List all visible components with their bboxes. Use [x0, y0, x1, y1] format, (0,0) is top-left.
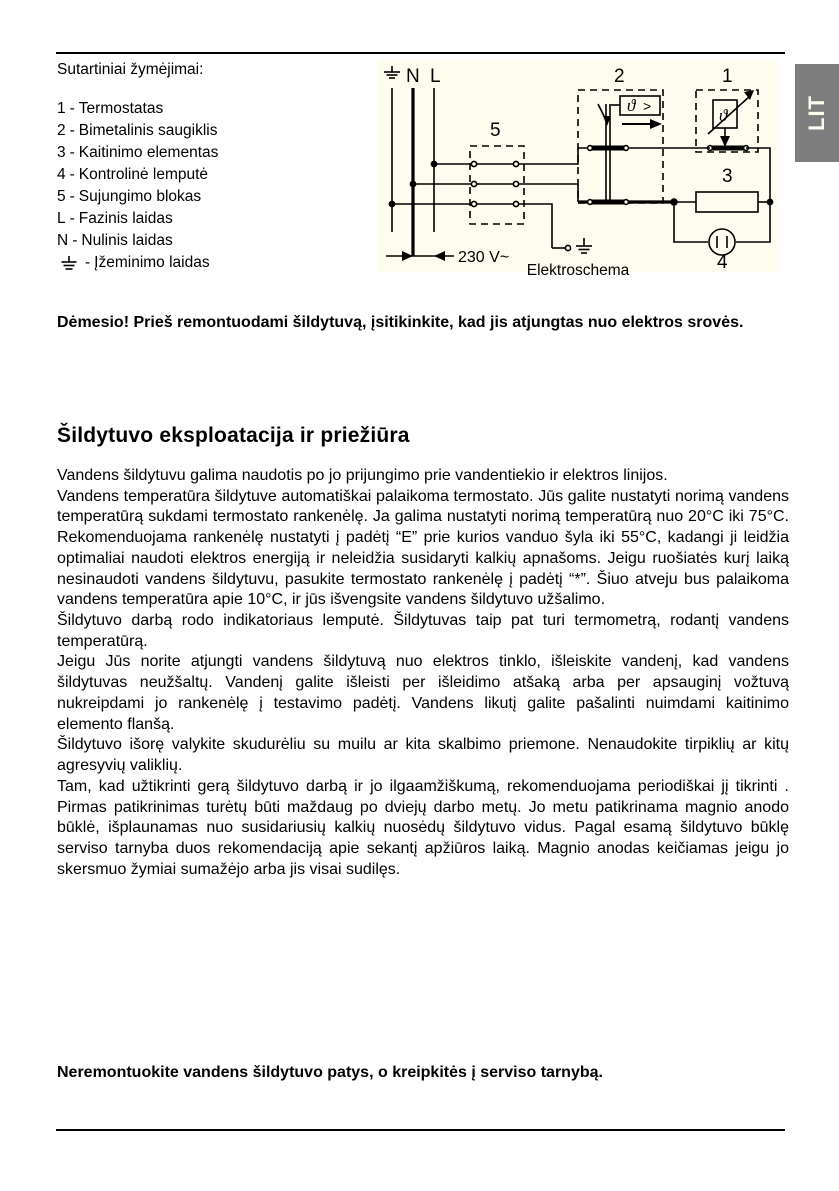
schematic-label-voltage: 230 V~: [458, 249, 510, 266]
legend-label: Sujungimo blokas: [78, 187, 202, 205]
contact-pad-2-lower: [588, 200, 629, 205]
contact-pad-1: [708, 146, 749, 151]
legend-label: Nulinis laidas: [81, 231, 173, 249]
svg-text:ϑ: ϑ: [719, 106, 728, 125]
legend-item-l: [57, 208, 357, 230]
legend-label: Fazinis laidas: [78, 209, 173, 227]
language-tab: [795, 64, 839, 162]
legend-dash: -: [69, 121, 75, 139]
schematic-caption: Elektroschema: [526, 262, 630, 279]
legend-label: Bimetalinis saugiklis: [78, 121, 218, 139]
legend-dash: -: [72, 231, 78, 249]
svg-text:>: >: [643, 98, 652, 114]
svg-text:ϑ: ϑ: [627, 96, 636, 115]
legend-dash: -: [69, 187, 75, 205]
schematic-label-5: 5: [490, 120, 501, 141]
attention-warning: Dėmesio! Prieš remontuodami šildytuvą, įsitikinkite, kad jis atjungtas nuo elektros srovės.: [57, 314, 744, 331]
paragraph-5: Šildytuvo išorę valykite skudurėliu su muilu ar kita skalbimo priemone. Nenaudokite tirpiklių ar kitų agresyvių valiklių.: [57, 736, 789, 775]
closing-note: Neremontuokite vandens šildytuvo patys, o kreipkitės į serviso tarnybą.: [57, 1064, 603, 1081]
schematic-label-4: 4: [717, 252, 728, 272]
schematic-label-2: 2: [614, 66, 625, 87]
legend-item-2: [57, 120, 357, 142]
schematic-label-line: L: [430, 66, 441, 87]
legend-title: Sutartiniai žymėjimai:: [57, 61, 204, 78]
wiring-schematic: [378, 60, 778, 272]
body-text: [57, 466, 789, 880]
legend-list: [57, 98, 357, 274]
schematic-ground-icon-top: [384, 66, 400, 78]
legend-key: 5: [57, 187, 66, 205]
legend-key: 4: [57, 165, 66, 183]
schematic-label-3: 3: [722, 166, 733, 187]
legend-item-n: [57, 230, 357, 252]
paragraph-3: Šildytuvo darbą rodo indikatoriaus lemputė. Šildytuvas taip pat turi termometrą, rodantį vandens temperatūrą.: [57, 612, 789, 650]
legend-item-1: [57, 98, 357, 120]
legend-dash: -: [85, 253, 91, 271]
legend-dash: -: [69, 165, 75, 183]
legend-label: Kontrolinė lemputė: [78, 165, 209, 183]
section-heading: Šildytuvo eksploatacija ir priežiūra: [57, 424, 410, 448]
legend-label: Kaitinimo elementas: [78, 143, 219, 161]
bottom-divider-rule: [56, 1129, 785, 1131]
legend-key: L: [57, 209, 66, 227]
schematic-label-neutral: N: [406, 66, 420, 87]
schematic-label-1: 1: [722, 66, 733, 87]
legend-item-3: [57, 142, 357, 164]
legend-key: 2: [57, 121, 66, 139]
legend-label: Įžeminimo laidas: [94, 253, 210, 271]
legend-dash: -: [69, 99, 75, 117]
schematic-ground-icon-bottom: [576, 238, 592, 253]
earth-ground-icon: [57, 253, 81, 273]
legend-dash: -: [69, 209, 75, 227]
legend-key: 3: [57, 143, 66, 161]
paragraph-1: Vandens šildytuvu galima naudotis po jo prijungimo prie vandentiekio ir elektros linijos.: [57, 467, 668, 484]
paragraph-6: Tam, kad užtikrinti gerą šildytuvo darbą ir jo ilgaamžiškumą, rekomenduojama periodiškai jį tikrinti . Pirmas patikrinimas turėtų būti maždaug po dviejų darbo metų. Jo metu patikrinama magnio anodo būklė, išplaunamas nuo susidariusių kalkių nuosėdų šildytuvo vidus. Pagal esamą šildytuvo būklę serviso tarnyba duos rekomendaciją apie sekantį apžiūros laiką. Magnio anodas keičiamas jeigu jo skersmuo žymiai sumažėjo arba jis visai sudilęs.: [57, 777, 789, 878]
paragraph-2: Vandens temperatūra šildytuve automatiškai palaikoma termostato. Jūs galite nustatyti norimą vandens temperatūrą sukdami termostato rankenėlę. Ja galima nustatyti norimą temperatūrą nuo 20°C iki 75°C. Rekomenduojama rankenėlę nustatyti į padėtį “E” prie kurios vanduo šyla iki 55°C, kadangi ji leidžia optimaliai naudoti elektros energiją ir neleidžia susidaryti kalkių apnašoms. Jeigu ruošiatės kurį laiką nesinaudoti vandens šildytuvu, pasukite termostato rankenėlę į padėtį “*”. Šiuo atveju bus palaikoma vandens temperatūra apie 10°C, ir jūs išvengsite vandens šildytuvo užšalimo.: [57, 487, 789, 609]
legend-key: 1: [57, 99, 66, 117]
language-tab-label: LIT: [804, 95, 829, 131]
legend-block: [57, 62, 357, 274]
legend-item-ground: [57, 252, 357, 274]
legend-key: N: [57, 231, 69, 249]
top-divider-rule: [56, 52, 785, 54]
wiring-schematic-svg: [378, 60, 778, 272]
contact-pad-2-upper: [588, 146, 629, 151]
legend-item-4: [57, 164, 357, 186]
legend-label: Termostatas: [78, 99, 164, 117]
paragraph-4: Jeigu Jūs norite atjungti vandens šildytuvą nuo elektros tinklo, išleiskite vandenį, kad vandens šildytuvas neužšaltų. Vandenį galite išleisti per išleidimo atšaką arba per apsauginį vožtuvą nukreipdami jo rankenėlę į testavimo padėtį. Vandens likutį galite pašalinti nuimdami kaitinimo elemento flanšą.: [57, 653, 789, 733]
legend-item-5: [57, 186, 357, 208]
legend-dash: -: [69, 143, 75, 161]
